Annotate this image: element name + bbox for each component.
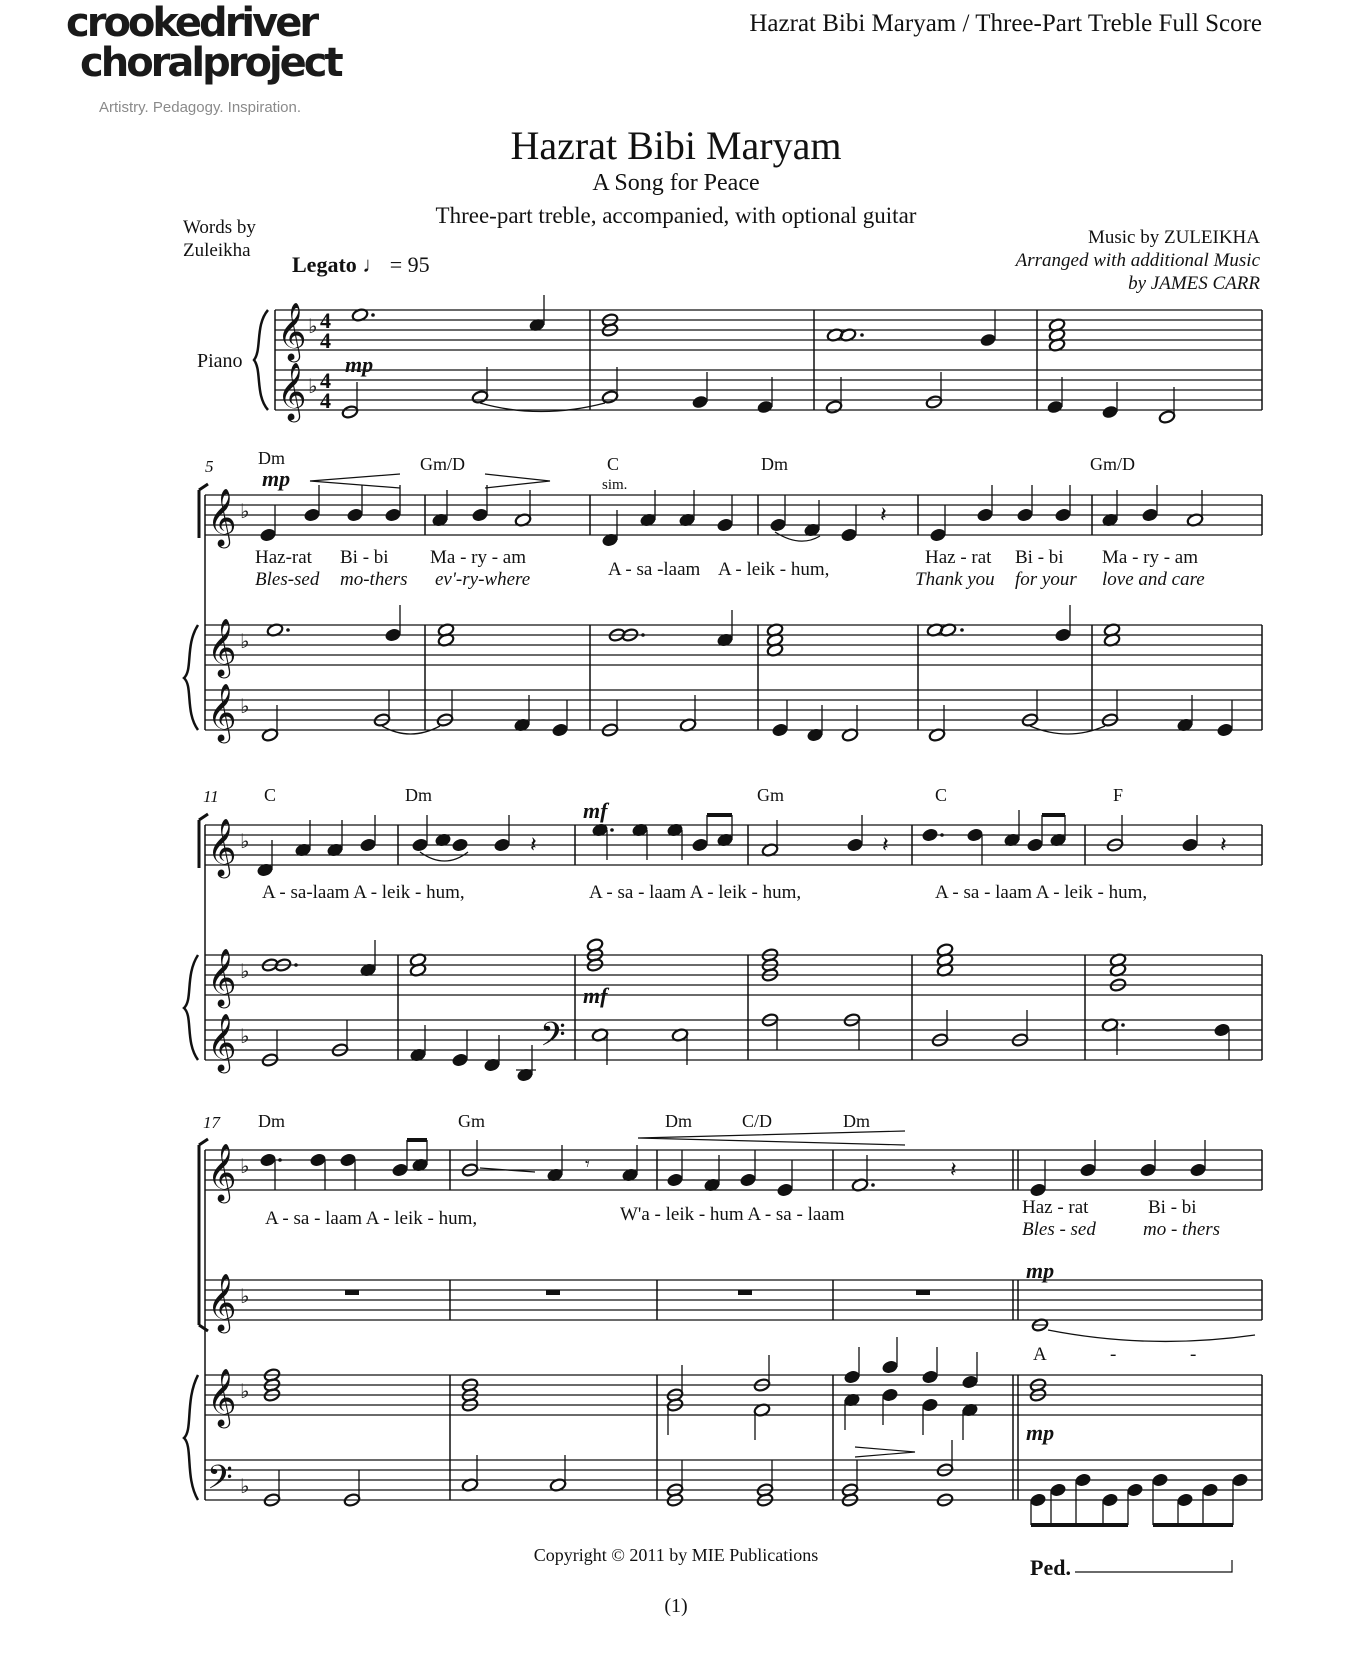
svg-text:W'a - leik - hum A - sa - laa: W'a - leik - hum A - sa - laam xyxy=(620,1204,845,1225)
page-number: (1) xyxy=(664,1595,688,1617)
barlines xyxy=(205,1150,1262,1500)
quarter-note-icon: ♩ xyxy=(362,252,385,277)
staff-lines xyxy=(275,310,1262,410)
running-header: Hazrat Bibi Maryam / Three-Part Treble Full Score xyxy=(749,10,1262,37)
svg-text:A: A xyxy=(1033,1344,1047,1365)
svg-text:A - sa - laam A - leik - h: A - sa - laam A - leik - hum, xyxy=(935,882,1148,903)
logo-line-2: choralproject xyxy=(80,40,341,86)
svg-text:-: - xyxy=(1110,1344,1117,1365)
svg-text:Ma - ry - am: Ma - ry - am xyxy=(1102,547,1199,568)
svg-text:A - sa -laam: A - sa -laam xyxy=(608,559,701,580)
flat-icon: ♭ xyxy=(240,1156,250,1178)
svg-text:4: 4 xyxy=(320,388,331,413)
lyrics xyxy=(262,882,1147,903)
svg-text:Gm/D: Gm/D xyxy=(420,454,465,474)
svg-text:Bles - sed: Bles - sed xyxy=(1022,1219,1096,1240)
system-1 xyxy=(254,295,1262,424)
rh-notes xyxy=(351,295,1066,352)
bass-clef-icon: 𝄢 xyxy=(540,1016,566,1061)
svg-text:Dm: Dm xyxy=(258,448,285,468)
svg-text:C: C xyxy=(264,785,277,805)
svg-text:Gm: Gm xyxy=(458,1111,485,1131)
voice-notes xyxy=(257,810,1227,877)
dynamic-mp: mp xyxy=(1026,1420,1055,1445)
flat-icon: ♭ xyxy=(240,1476,250,1498)
brace-icon xyxy=(184,955,198,1060)
system-3 xyxy=(184,785,1262,1082)
decrescendo-hairpin xyxy=(855,1447,915,1457)
treble-clef-icon: 𝄞 xyxy=(207,684,237,740)
eighth-rest-icon: 𝄾 xyxy=(585,1154,590,1174)
voice-notes xyxy=(260,485,1204,547)
svg-text:Dm: Dm xyxy=(258,1111,285,1131)
svg-text:for your: for your xyxy=(1015,569,1077,590)
dynamic-sim: sim. xyxy=(602,477,628,493)
system-4 xyxy=(184,1111,1262,1580)
flat-icon: ♭ xyxy=(240,831,250,853)
lh-notes xyxy=(263,1440,1248,1525)
treble-clef-icon: 𝄞 xyxy=(277,303,307,359)
quarter-rest-icon: 𝄽 xyxy=(880,502,887,527)
svg-text:A - leik - hum,: A - leik - hum, xyxy=(718,559,830,580)
measure-number: 11 xyxy=(203,787,219,806)
svg-text:Haz-rat: Haz-rat xyxy=(255,547,312,568)
svg-text:Haz - rat: Haz - rat xyxy=(1022,1197,1089,1218)
music-line-2: Arranged with additional Music xyxy=(1015,250,1260,271)
barlines xyxy=(275,310,1262,410)
dynamic-mp: mp xyxy=(1026,1258,1055,1283)
decrescendo-hairpin xyxy=(638,1131,905,1145)
quarter-rest-icon: 𝄽 xyxy=(950,1157,957,1182)
svg-text:Bi - bi: Bi - bi xyxy=(1148,1197,1197,1218)
staff-lines xyxy=(205,495,1262,730)
treble-clef-icon: 𝄞 xyxy=(207,1274,237,1330)
barlines xyxy=(205,495,1262,730)
piano-lyrics xyxy=(1033,1344,1196,1365)
chord-symbols xyxy=(264,785,1123,805)
treble-clef-icon: 𝄞 xyxy=(207,1014,237,1070)
measure-number: 5 xyxy=(205,457,214,476)
flat-icon: ♭ xyxy=(308,376,318,398)
brace-icon xyxy=(184,625,198,730)
svg-text:A - sa - laam A - leik -: A - sa - laam A - leik - hum, xyxy=(265,1208,478,1229)
quarter-rest-icon: 𝄽 xyxy=(530,832,537,857)
copyright-notice: Copyright © 2011 by MIE Publications xyxy=(533,1545,819,1565)
flat-icon: ♭ xyxy=(240,631,250,653)
svg-text:Dm: Dm xyxy=(665,1111,692,1131)
chord-symbols xyxy=(258,1111,870,1131)
dynamic-mp: mp xyxy=(262,466,291,491)
svg-text:F: F xyxy=(1113,785,1124,805)
lyrics-verse-2 xyxy=(1022,1219,1220,1240)
music-line-3: by JAMES CARR xyxy=(1128,273,1260,294)
treble-clef-icon: 𝄞 xyxy=(207,819,237,875)
svg-text:love and care: love and care xyxy=(1102,569,1205,590)
rh-notes xyxy=(263,1337,1047,1440)
flat-icon: ♭ xyxy=(240,1026,250,1048)
flat-icon: ♭ xyxy=(240,961,250,983)
svg-text:Dm: Dm xyxy=(761,454,788,474)
svg-text:Thank you: Thank you xyxy=(915,569,995,590)
svg-text:C: C xyxy=(607,454,620,474)
treble-clef-icon: 𝄞 xyxy=(277,363,307,419)
svg-text:4: 4 xyxy=(320,368,331,393)
pedal-marking: Ped. xyxy=(1030,1555,1071,1580)
treble-clef-icon: 𝄞 xyxy=(207,1144,237,1200)
lh-notes xyxy=(261,690,1233,742)
svg-text:Ma - ry - am: Ma - ry - am xyxy=(430,547,527,568)
whole-rests xyxy=(345,1290,930,1295)
svg-text:A - sa - laam A - leik - h: A - sa - laam A - leik - hum, xyxy=(589,882,802,903)
quarter-rest-icon: 𝄽 xyxy=(882,832,889,857)
instrument-label: Piano xyxy=(197,350,243,372)
svg-text:-: - xyxy=(1190,1344,1197,1365)
quarter-rest-icon: 𝄽 xyxy=(1220,832,1227,857)
brace-icon xyxy=(184,1375,198,1500)
svg-text:4: 4 xyxy=(320,308,331,333)
dynamic-mf: mf xyxy=(583,983,608,1008)
svg-text:Gm: Gm xyxy=(757,785,784,805)
bass-clef-icon: 𝄢 xyxy=(207,1459,233,1504)
treble-clef-icon: 𝄞 xyxy=(207,949,237,1005)
svg-text:C/D: C/D xyxy=(742,1111,773,1131)
time-signature xyxy=(320,308,331,413)
flat-icon: ♭ xyxy=(240,1381,250,1403)
treble-clef-icon: 𝄞 xyxy=(207,1369,237,1425)
treble-clef-icon: 𝄞 xyxy=(207,489,237,545)
svg-text:mo - thers: mo - thers xyxy=(1143,1219,1221,1240)
svg-text:C: C xyxy=(935,785,948,805)
svg-text:Bles-sed: Bles-sed xyxy=(255,569,320,590)
decrescendo-hairpin xyxy=(485,474,550,488)
flat-icon: ♭ xyxy=(240,1286,250,1308)
measure-number: 17 xyxy=(203,1113,220,1132)
words-name: Zuleikha xyxy=(183,240,251,261)
svg-text:mo-thers: mo-thers xyxy=(340,569,408,590)
staff-lines xyxy=(205,1150,1262,1500)
logo-line-1: crookedriver xyxy=(66,0,317,46)
dynamic-mf: mf xyxy=(583,798,608,823)
svg-text:4: 4 xyxy=(320,328,331,353)
words-label: Words by xyxy=(183,217,256,238)
flat-icon: ♭ xyxy=(240,696,250,718)
svg-text:ev'-ry-where: ev'-ry-where xyxy=(435,569,531,590)
svg-text:A - sa-laam A - leik - hum: A - sa-laam A - leik - hum, xyxy=(262,882,465,903)
treble-clef-icon: 𝄞 xyxy=(207,619,237,675)
crescendo-hairpin xyxy=(310,474,400,488)
logo-tagline: Artistry. Pedagogy. Inspiration. xyxy=(99,99,302,116)
svg-text:Haz - rat: Haz - rat xyxy=(925,547,992,568)
svg-text:Dm: Dm xyxy=(843,1111,870,1131)
tempo-marking: Legato ♩ = 95 xyxy=(292,252,430,277)
score-title: Hazrat Bibi Maryam xyxy=(510,123,842,168)
brace-icon xyxy=(254,310,268,410)
voice-notes xyxy=(260,1140,1207,1197)
chord-symbols xyxy=(258,448,1135,474)
dynamic-mp: mp xyxy=(345,352,374,377)
svg-text:Gm/D: Gm/D xyxy=(1090,454,1135,474)
rh-notes xyxy=(266,605,1121,657)
flat-icon: ♭ xyxy=(240,501,250,523)
svg-text:Bi - bi: Bi - bi xyxy=(340,547,389,568)
score-subtitle: A Song for Peace xyxy=(592,170,760,196)
music-line-1: Music by ZULEIKHA xyxy=(1087,227,1260,248)
lh-notes xyxy=(341,367,1176,424)
system-2 xyxy=(184,448,1262,744)
score-voicing: Three-part treble, accompanied, with optional guitar xyxy=(435,203,917,228)
flat-icon: ♭ xyxy=(308,316,318,338)
svg-text:Dm: Dm xyxy=(405,785,432,805)
svg-text:Bi - bi: Bi - bi xyxy=(1015,547,1064,568)
